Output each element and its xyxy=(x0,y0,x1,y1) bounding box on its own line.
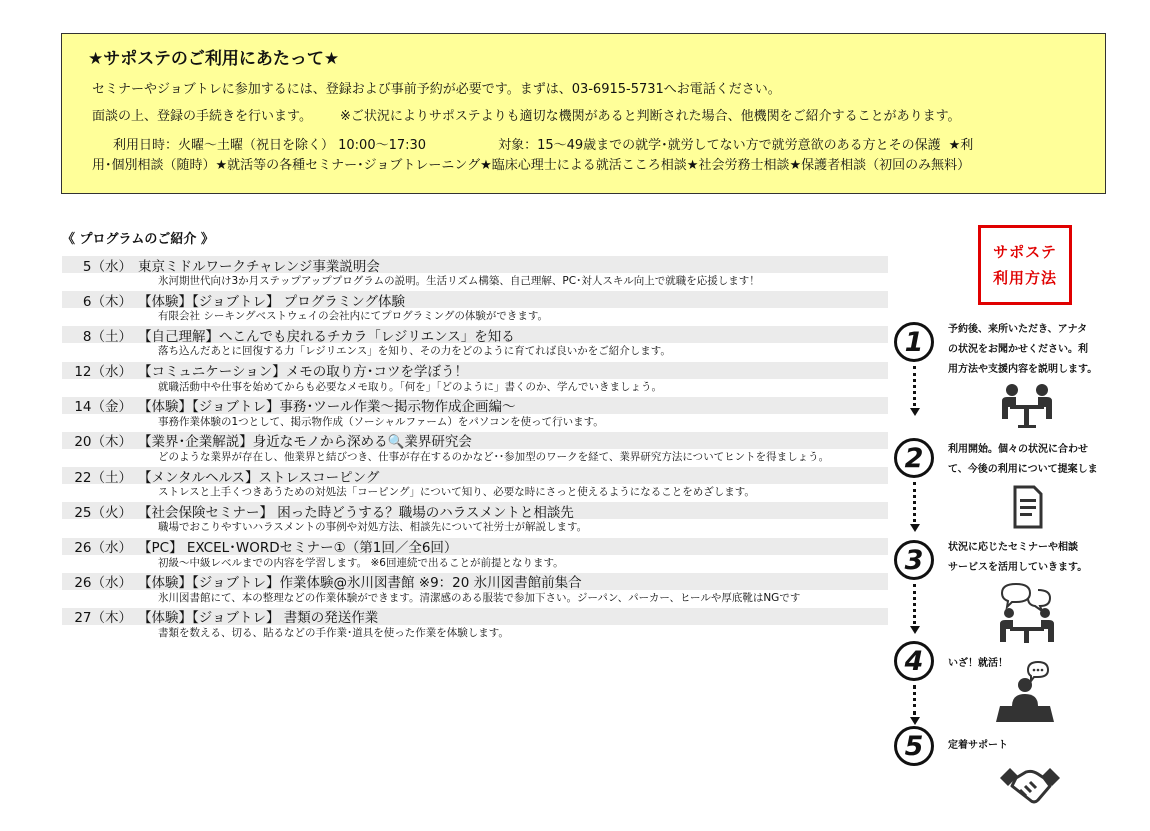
program-item xyxy=(62,256,888,291)
program-title: 【体験】【ジョブトレ】 プログラミング体験 xyxy=(138,293,406,309)
flow-dots xyxy=(913,584,916,624)
programs-heading: 《 プログラムのご紹介 》 xyxy=(62,232,214,247)
step-2-text xyxy=(948,440,1098,480)
step-2-number: 2 xyxy=(894,438,934,478)
step-5-number: 5 xyxy=(894,726,934,766)
step-1-text-line-3: 用方法や支援内容を説明します。 xyxy=(948,364,1098,375)
flow-arrow xyxy=(910,524,920,532)
document-icon xyxy=(1012,485,1044,529)
program-title: 【コミュニケーション】メモの取り方･コツを学ぼう！ xyxy=(138,364,468,379)
program-desc: 有限会社 シーキングベストウェイの会社内にてプログラミングの体験ができます。 xyxy=(158,310,549,323)
step-4-text-line-1: いざ！就活！ xyxy=(948,658,1008,669)
consultation-icon xyxy=(996,580,1058,644)
flow-dots xyxy=(913,685,916,715)
flow-dots xyxy=(913,482,916,522)
program-desc: 書類を数える、切る、貼るなどの手作業･道具を使った作業を体験します。 xyxy=(158,626,509,639)
notice-box xyxy=(61,33,1106,194)
program-desc: 職場でおこりやすいハラスメントの事例や対処方法、相談先について社労士が解説します。 xyxy=(158,521,588,534)
step-3-number: 3 xyxy=(894,540,934,580)
flow-arrow xyxy=(910,626,920,634)
program-title: 【PC】 EXCEL･WORDセミナー①（第1回／全6回） xyxy=(138,540,458,555)
handshake-icon xyxy=(998,760,1062,812)
program-item xyxy=(62,608,888,643)
program-desc: 初級～中級レベルまでの内容を学習します。 ※6回連続で出ることが前提となります。 xyxy=(158,556,564,569)
program-item xyxy=(62,326,888,361)
program-title: 東京ミドルワークチャレンジ事業説明会 xyxy=(138,258,380,273)
notice-line-2 xyxy=(92,105,961,124)
program-title: 【体験】【ジョブトレ】事務･ツール作業～掲示物作成企画編～ xyxy=(138,399,516,414)
notice-line-4: 用･個別相談（随時）★就活等の各種セミナー･ジョブトレーニング★臨床心理士による就活こころ相談★社会労務士相談★保護者相談（初回のみ無料） xyxy=(92,158,971,173)
flow-dots xyxy=(913,366,916,406)
program-date: 5（水） xyxy=(82,258,132,273)
program-desc: 氷川図書館にて、本の整理などの作業体験ができます。清潔感のある服装で参加下さい。ジーパン、パーカー、ヒールや厚底靴はNGです xyxy=(158,591,801,604)
step-4-number: 4 xyxy=(894,641,934,681)
program-date: 26（水） xyxy=(74,540,132,555)
meeting-icon xyxy=(998,383,1056,429)
program-title: 【業界･企業解説】身近なモノから深める🔍業界研究会 xyxy=(138,434,472,449)
program-title: 【メンタルヘルス】ストレスコーピング xyxy=(138,469,380,485)
program-item xyxy=(62,362,888,397)
notice-line-3 xyxy=(113,134,973,153)
program-date: 22（土） xyxy=(74,469,132,485)
step-5-text xyxy=(948,736,1008,756)
program-date: 20（木） xyxy=(74,434,132,449)
program-desc: 氷河期世代向け3か月ステップアッププログラムの説明。生活リズム構築、自己理解、PC･対人スキル向上で就職を応援します！ xyxy=(158,275,760,287)
program-desc: 落ち込んだあとに回復する力「レジリエンス」を知り、その力をどのように育てれば良いかをご紹介します。 xyxy=(158,345,671,358)
step-2-text-line-2: て、今後の利用について提案しま xyxy=(948,464,1098,475)
interview-icon xyxy=(994,660,1056,726)
step-3-text-line-1: 状況に応じたセミナーや相談 xyxy=(948,542,1078,553)
program-date: 25（火） xyxy=(74,504,132,520)
program-title: 【自己理解】へこんでも戻れるチカラ「レジリエンス」を知る xyxy=(138,328,515,344)
usage-title-box xyxy=(978,225,1072,305)
step-1-text-line-1: 予約後、来所いただき、アナタ xyxy=(948,324,1088,335)
program-title: 【社会保険セミナー】 困った時どうする？職場のハラスメントと相談先 xyxy=(138,504,574,520)
program-date: 14（金） xyxy=(74,399,132,414)
notice-target: 対象：15～49歳までの就学･就労してない方で就労意欲のある方とその保護 xyxy=(498,138,941,153)
program-item xyxy=(62,467,888,502)
step-1-number: 1 xyxy=(894,322,934,362)
step-3-text-line-2: サービスを活用していきます。 xyxy=(948,562,1088,573)
program-date: 27（木） xyxy=(74,610,132,625)
program-item xyxy=(62,502,888,537)
program-date: 26（水） xyxy=(74,575,132,590)
notice-line-3-tail: ★利 xyxy=(948,138,974,153)
program-item xyxy=(62,538,888,573)
program-item xyxy=(62,573,888,608)
program-item xyxy=(62,397,888,432)
program-list xyxy=(62,256,888,643)
program-desc: ストレスと上手くつきあうための対処法「コーピング」について知り、必要な時にさっと使えるようになることをめざします。 xyxy=(158,486,755,499)
notice-hours: 利用日時：火曜～土曜（祝日を除く） 10:00～17:30 xyxy=(113,138,427,153)
program-item xyxy=(62,432,888,467)
program-desc: どのような業界が存在し、他業界と結びつき、仕事が存在するのかなど･･参加型のワークを経て、業界研究方法についてヒントを得ましょう。 xyxy=(158,450,830,463)
flow-arrow xyxy=(910,408,920,416)
usage-title-line-1: サポステ xyxy=(993,243,1057,261)
program-desc: 就職活動中や仕事を始めてからも必要なメモ取り。「何を」「どのように」書くのか、学んでいきましょう。 xyxy=(158,380,662,393)
notice-title: ★サポステのご利用にあたって★ xyxy=(88,49,340,69)
notice-line-2a: 面談の上、登録の手続きを行います。 xyxy=(92,109,312,124)
usage-title-line-2: 利用方法 xyxy=(992,269,1057,287)
program-date: 8（土） xyxy=(82,328,132,344)
program-date: 12（水） xyxy=(74,364,132,379)
step-1-text xyxy=(948,320,1097,380)
step-1-text-line-2: の状況をお聞かせください。利 xyxy=(948,344,1088,355)
program-title: 【体験】【ジョブトレ】 書類の発送作業 xyxy=(138,610,379,625)
program-desc: 事務作業体験の1つとして、掲示物作成（ソーシャルファーム）をパソコンを使って行います。 xyxy=(158,415,604,428)
program-item xyxy=(62,291,888,326)
program-date: 6（木） xyxy=(82,293,132,309)
notice-line-2b: ※ご状況によりサポステよりも適切な機関があると判断された場合、他機関をご紹介することがあります。 xyxy=(339,109,961,124)
flow-arrow xyxy=(910,717,920,725)
step-5-text-line-1: 定着サポート xyxy=(948,740,1008,751)
step-3-text xyxy=(948,538,1087,578)
program-title: 【体験】【ジョブトレ】作業体験@氷川図書館 ※9：20 氷川図書館前集合 xyxy=(138,575,582,590)
notice-line-1: セミナーやジョブトレに参加するには、登録および事前予約が必要です。まずは、03-6915-5731へお電話ください。 xyxy=(92,82,781,97)
step-2-text-line-1: 利用開始。個々の状況に合わせ xyxy=(948,444,1088,455)
